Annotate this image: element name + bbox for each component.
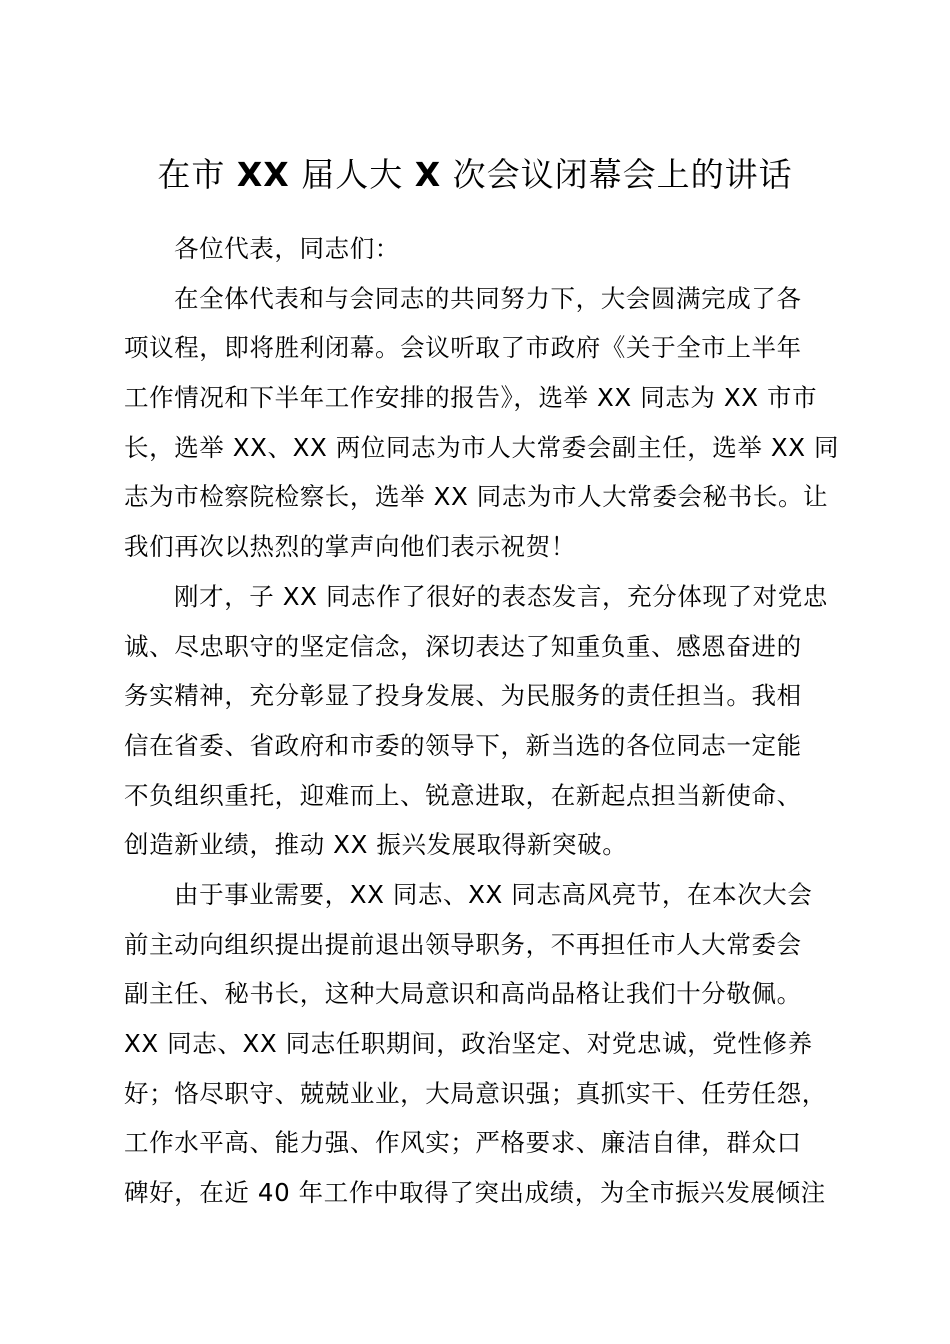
text-line: 志为市检察院检察长，选举 XX 同志为市人大常委会秘书长。让: [124, 482, 829, 512]
text-line: 各位代表，同志们：: [174, 234, 400, 263]
title-part: 在市: [157, 155, 226, 194]
text-line: 碑好，在近 40 年工作中取得了突出成绩，为全市振兴发展倾注: [124, 1178, 826, 1208]
title-part: 届人大: [301, 155, 404, 194]
text-line: 诚、尽忠职守的坚定信念，深切表达了知重负重、感恩奋进的: [124, 631, 802, 661]
title-part: 次会议闭幕会上的讲话: [452, 155, 793, 194]
text-line: 好；恪尽职守、兢兢业业，大局意识强；真抓实干、任劳任怨，: [124, 1078, 827, 1108]
text-line: XX 同志、XX 同志任职期间，政治坚定、对党忠诚，党性修养: [124, 1029, 813, 1058]
text-line: 前主动向组织提出提前退出领导职务，不再担任市人大常委会: [124, 929, 802, 959]
text-line: 不负组织重托，迎难而上、锐意进取，在新起点担当新使命、: [124, 780, 802, 810]
text-line: 刚才，子 XX 同志作了很好的表态发言，充分体现了对党忠: [174, 581, 828, 611]
text-line: 在全体代表和与会同志的共同努力下，大会圆满完成了各: [174, 283, 802, 313]
text-line: 创造新业绩，推动 XX 振兴发展取得新突破。: [124, 830, 628, 860]
text-line: 长，选举 XX、XX 两位同志为市人大常委会副主任，选举 XX 同: [124, 432, 840, 462]
text-line: 副主任、秘书长，这种大局意识和高尚品格让我们十分敬佩。: [124, 979, 802, 1009]
text-line: 信在省委、省政府和市委的领导下，新当选的各位同志一定能: [124, 730, 802, 760]
text-line: 工作水平高、能力强、作风实；严格要求、廉洁自律，群众口: [124, 1128, 802, 1158]
title-part-bold: X: [414, 155, 442, 194]
text-line: 项议程，即将胜利闭幕。会议听取了市政府《关于全市上半年: [124, 333, 802, 363]
text-line: 务实精神，充分彰显了投身发展、为民服务的责任担当。我相: [124, 681, 802, 711]
text-line: 由于事业需要，XX 同志、XX 同志高风亮节，在本次大会: [174, 879, 813, 909]
text-line: 工作情况和下半年工作安排的报告》，选举 XX 同志为 XX 市市: [124, 383, 818, 413]
document-body: [124, 224, 864, 1218]
title-part-bold: XX: [236, 155, 290, 194]
text-line: 我们再次以热烈的掌声向他们表示祝贺！: [124, 532, 576, 562]
document-title: [0, 147, 950, 203]
